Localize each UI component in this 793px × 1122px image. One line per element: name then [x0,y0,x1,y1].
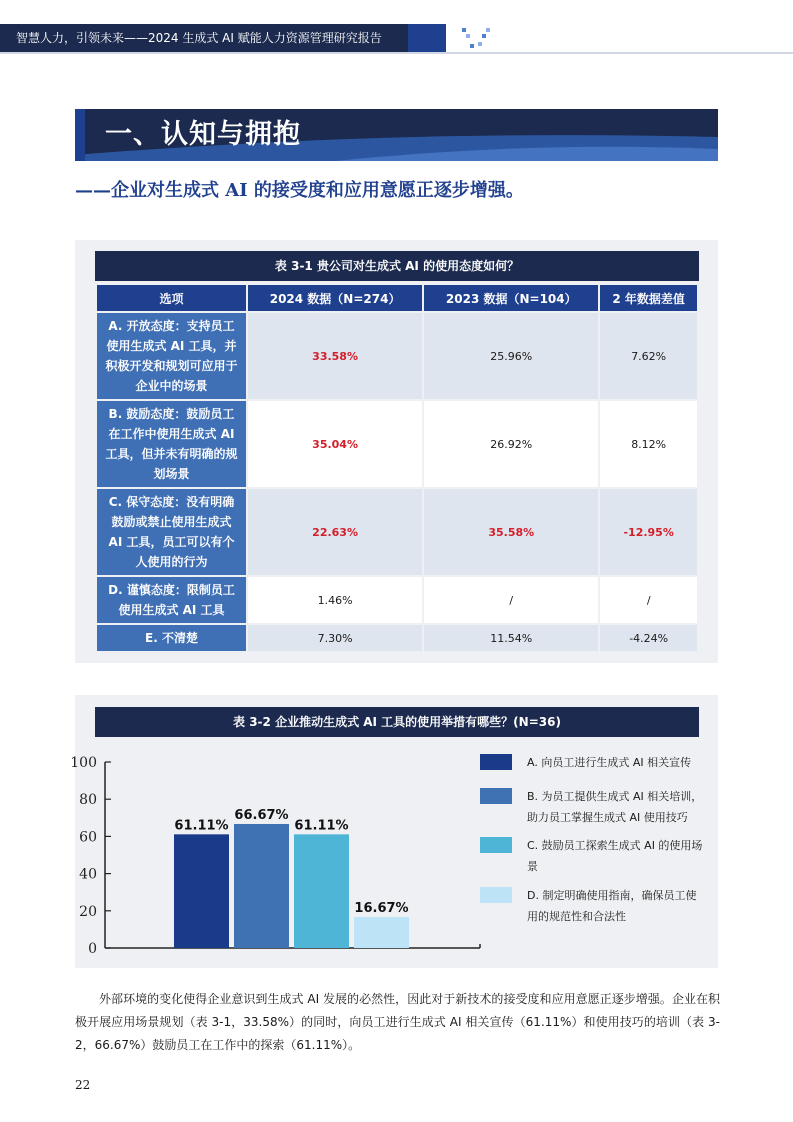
running-header [0,24,793,52]
row-b-2023: 26.92% [424,401,598,487]
section-heading: 一、认知与拥抱 [105,119,301,150]
row-e-2023: 11.54% [424,625,598,651]
y-tick-label: 0 [88,941,97,957]
row-c-2024: 22.63% [248,489,422,575]
header-blue-band [408,24,446,52]
row-a-diff: 7.62% [600,313,697,399]
row-option-a: A. 开放态度：支持员工使用生成式 AI 工具，并积极开发和规划可应用于企业中的场景 [97,313,246,399]
bar [294,834,349,948]
y-tick-label: 40 [79,866,97,883]
row-c-diff: -12.95% [600,489,697,575]
row-a-2023: 25.96% [424,313,598,399]
bar [174,834,229,948]
report-title: 智慧人力，引领未来——2024 生成式 AI 赋能人力资源管理研究报告 [16,31,382,45]
pixel-decoration-icon [448,24,518,52]
table-header-row [97,285,697,311]
attitude-table [95,283,699,653]
row-option-d: D. 谨慎态度：限制员工使用生成式 AI 工具 [97,577,246,623]
row-e-2024: 7.30% [248,625,422,651]
section-subtitle: ——企业对生成式 AI 的接受度和应用意愿正逐步增强。 [75,180,524,201]
table-row [97,401,697,487]
table2-title: 表 3-2 企业推动生成式 AI 工具的使用举措有哪些？(N=36) [95,707,699,737]
col-header-diff: 2 年数据差值 [600,285,697,311]
legend-swatch [480,754,512,770]
col-header-2024: 2024 数据（N=274） [248,285,422,311]
header-rule [0,52,793,54]
bar [234,824,289,948]
banner-accent-bar [75,109,85,161]
row-option-e: E. 不清楚 [97,625,246,651]
legend-label: D. 制定明确使用指南，确保员工使用的规范性和合法性 [527,889,697,923]
page-number: 22 [75,1078,91,1092]
bar-data-label: 61.11% [294,818,349,834]
row-c-2023: 35.58% [424,489,598,575]
legend-swatch [480,887,512,903]
table-row [97,577,697,623]
measures-bar-chart [60,745,490,963]
row-option-b: B. 鼓励态度：鼓励员工在工作中使用生成式 AI 工具，但并未有明确的规划场景 [97,401,246,487]
legend-label: B. 为员工提供生成式 AI 相关培训，助力员工掌握生成式 AI 使用技巧 [527,790,703,824]
row-d-2024: 1.46% [248,577,422,623]
row-b-2024: 35.04% [248,401,422,487]
legend-label: A. 向员工进行生成式 AI 相关宣传 [527,756,692,769]
row-a-2024: 33.58% [248,313,422,399]
y-tick-label: 60 [79,829,97,846]
row-d-2023: / [424,577,598,623]
row-option-c: C. 保守态度：没有明确鼓励或禁止使用生成式 AI 工具，员工可以有个人使用的行为 [97,489,246,575]
y-tick-label: 100 [70,755,97,771]
section-banner [75,109,718,161]
bar-data-label: 66.67% [234,807,289,823]
body-paragraph: 外部环境的变化使得企业意识到生成式 AI 发展的必然性，因此对于新技术的接受度和应用意愿正逐步增强。企业在积极开展应用场景规划（表 3-1，33.58%）的同时，向员工进行生成式 AI 相关宣传（61.11%）和使用技巧的培训（表 3-2，66.67%）鼓励员工在工作中的探索（61.11%）。 [75,992,720,1052]
table1-title: 表 3-1 贵公司对生成式 AI 的使用态度如何？ [95,251,699,281]
bar-data-label: 16.67% [354,900,409,916]
legend-swatch [480,788,512,804]
row-e-diff: -4.24% [600,625,697,651]
legend-label: C. 鼓励员工探索生成式 AI 的使用场景 [527,839,703,873]
row-d-diff: / [600,577,697,623]
col-header-option: 选项 [97,285,246,311]
table-row [97,313,697,399]
legend-swatch [480,837,512,853]
bar-data-label: 61.11% [174,818,229,834]
y-tick-label: 20 [79,903,97,920]
y-tick-label: 80 [79,792,97,809]
table-row [97,625,697,651]
col-header-2023: 2023 数据（N=104） [424,285,598,311]
table-row [97,489,697,575]
row-b-diff: 8.12% [600,401,697,487]
bar [354,917,409,948]
